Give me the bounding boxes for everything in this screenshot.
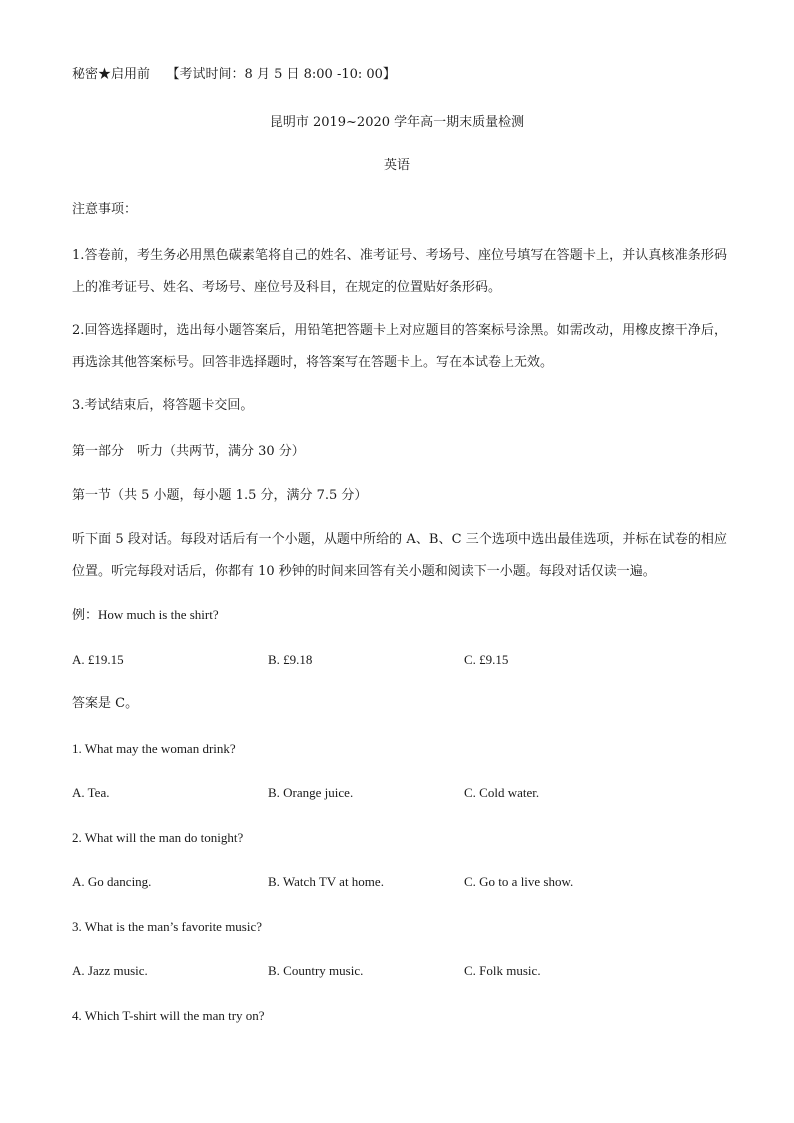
exam-time: 【考试时间：8 月 5 日 8:00 -10: 00】 (166, 67, 396, 82)
question-4-stem: 4. Which T-shirt will the man try on? (72, 1008, 265, 1023)
question-1-option-b: B. Orange juice. (268, 785, 354, 800)
example-option-c: C. £9.15 (464, 652, 509, 667)
example-question: 例：How much is the shirt? (72, 607, 219, 622)
example-option-a: A. £19.15 (72, 652, 124, 667)
notice-heading: 注意事项： (72, 202, 138, 217)
question-2-option-b: B. Watch TV at home. (268, 874, 384, 889)
question-2-option-c: C. Go to a live show. (464, 874, 574, 889)
question-3-stem: 3. What is the man’s favorite music? (72, 919, 263, 934)
subject-title: 英语 (383, 158, 410, 173)
notice-item-1: 1.答卷前，考生务必用黑色碳素笔将自己的姓名、准考证号、考场号、座位号填写在答题卡上，并认真核准条形码上的准考证号、姓名、考场号、座位号及科目，在规定的位置贴好条形码。 (72, 248, 727, 295)
part1-heading: 第一部分 听力（共两节，满分 30 分） (72, 444, 305, 459)
notice-item-3: 3.考试结束后，将答题卡交回。 (72, 398, 254, 413)
header-line (72, 67, 396, 83)
listening-instruction: 听下面 5 段对话。每段对话后有一个小题，从题中所给的 A、B、C 三个选项中选出最佳选项，并标在试卷的相应位置。听完每段对话后，你都有 10 秒钟的时间来回答有关小题和阅读下一小题。每段对话仅读一遍。 (72, 532, 727, 579)
question-2-stem: 2. What will the man do tonight? (72, 830, 244, 845)
example-answer: 答案是 C。 (72, 696, 139, 711)
example-option-b: B. £9.18 (268, 652, 313, 667)
exam-title: 昆明市 2019~2020 学年高一期末质量检测 (269, 115, 525, 130)
question-3-option-a: A. Jazz music. (72, 963, 148, 978)
secret-label: 秘密★启用前 (72, 67, 151, 82)
section1-heading: 第一节（共 5 小题，每小题 1.5 分，满分 7.5 分） (72, 488, 368, 503)
notice-item-2: 2.回答选择题时，选出每小题答案后，用铅笔把答题卡上对应题目的答案标号涂黑。如需改动，用橡皮擦干净后，再选涂其他答案标号。回答非选择题时，将答案写在答题卡上。写在本试卷上无效。 (72, 323, 727, 370)
question-1-option-a: A. Tea. (72, 785, 110, 800)
question-1-option-c: C. Cold water. (464, 785, 540, 800)
question-1-stem: 1. What may the woman drink? (72, 741, 236, 756)
question-3-option-b: B. Country music. (268, 963, 364, 978)
question-3-option-c: C. Folk music. (464, 963, 541, 978)
question-2-option-a: A. Go dancing. (72, 874, 152, 889)
